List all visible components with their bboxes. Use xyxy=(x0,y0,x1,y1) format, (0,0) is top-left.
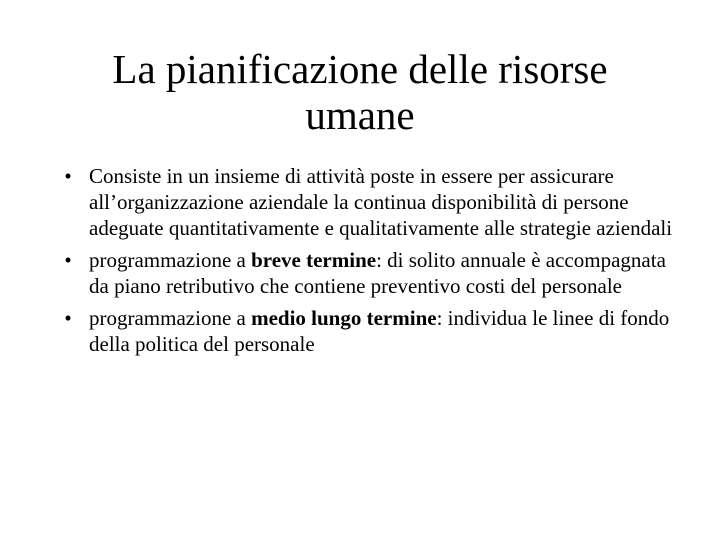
slide-title xyxy=(60,46,660,138)
bullet-list xyxy=(58,163,688,363)
bullet-dot-icon: • xyxy=(64,306,72,330)
bullet-emphasis: breve termine xyxy=(251,248,377,272)
bullet-emphasis: medio lungo termine xyxy=(251,306,437,330)
bullet-prefix: programmazione a xyxy=(89,248,252,272)
bullet-item-definition xyxy=(58,163,688,241)
bullet-dot-icon: • xyxy=(64,164,72,188)
bullet-item-medium-long-term xyxy=(58,305,688,357)
bullet-item-short-term xyxy=(58,247,688,299)
title-line-1: La pianificazione delle risorse xyxy=(112,46,608,92)
bullet-suffix: : individua le linee di fondo della politica del personale xyxy=(89,306,670,356)
bullet-dot-icon: • xyxy=(64,248,72,272)
bullet-text: Consiste in un insieme di attività poste in essere per assicurare all’organizzazione aziendale la continua disponibilità di persone adeguate quantitativamente e qualitativamente alle strategie aziendali xyxy=(89,164,673,240)
bullet-prefix: programmazione a xyxy=(89,306,252,330)
bullet-suffix: : di solito annuale è accompagnata da piano retributivo che contiene preventivo costi del personale xyxy=(89,248,666,298)
title-line-2: umane xyxy=(305,92,415,138)
